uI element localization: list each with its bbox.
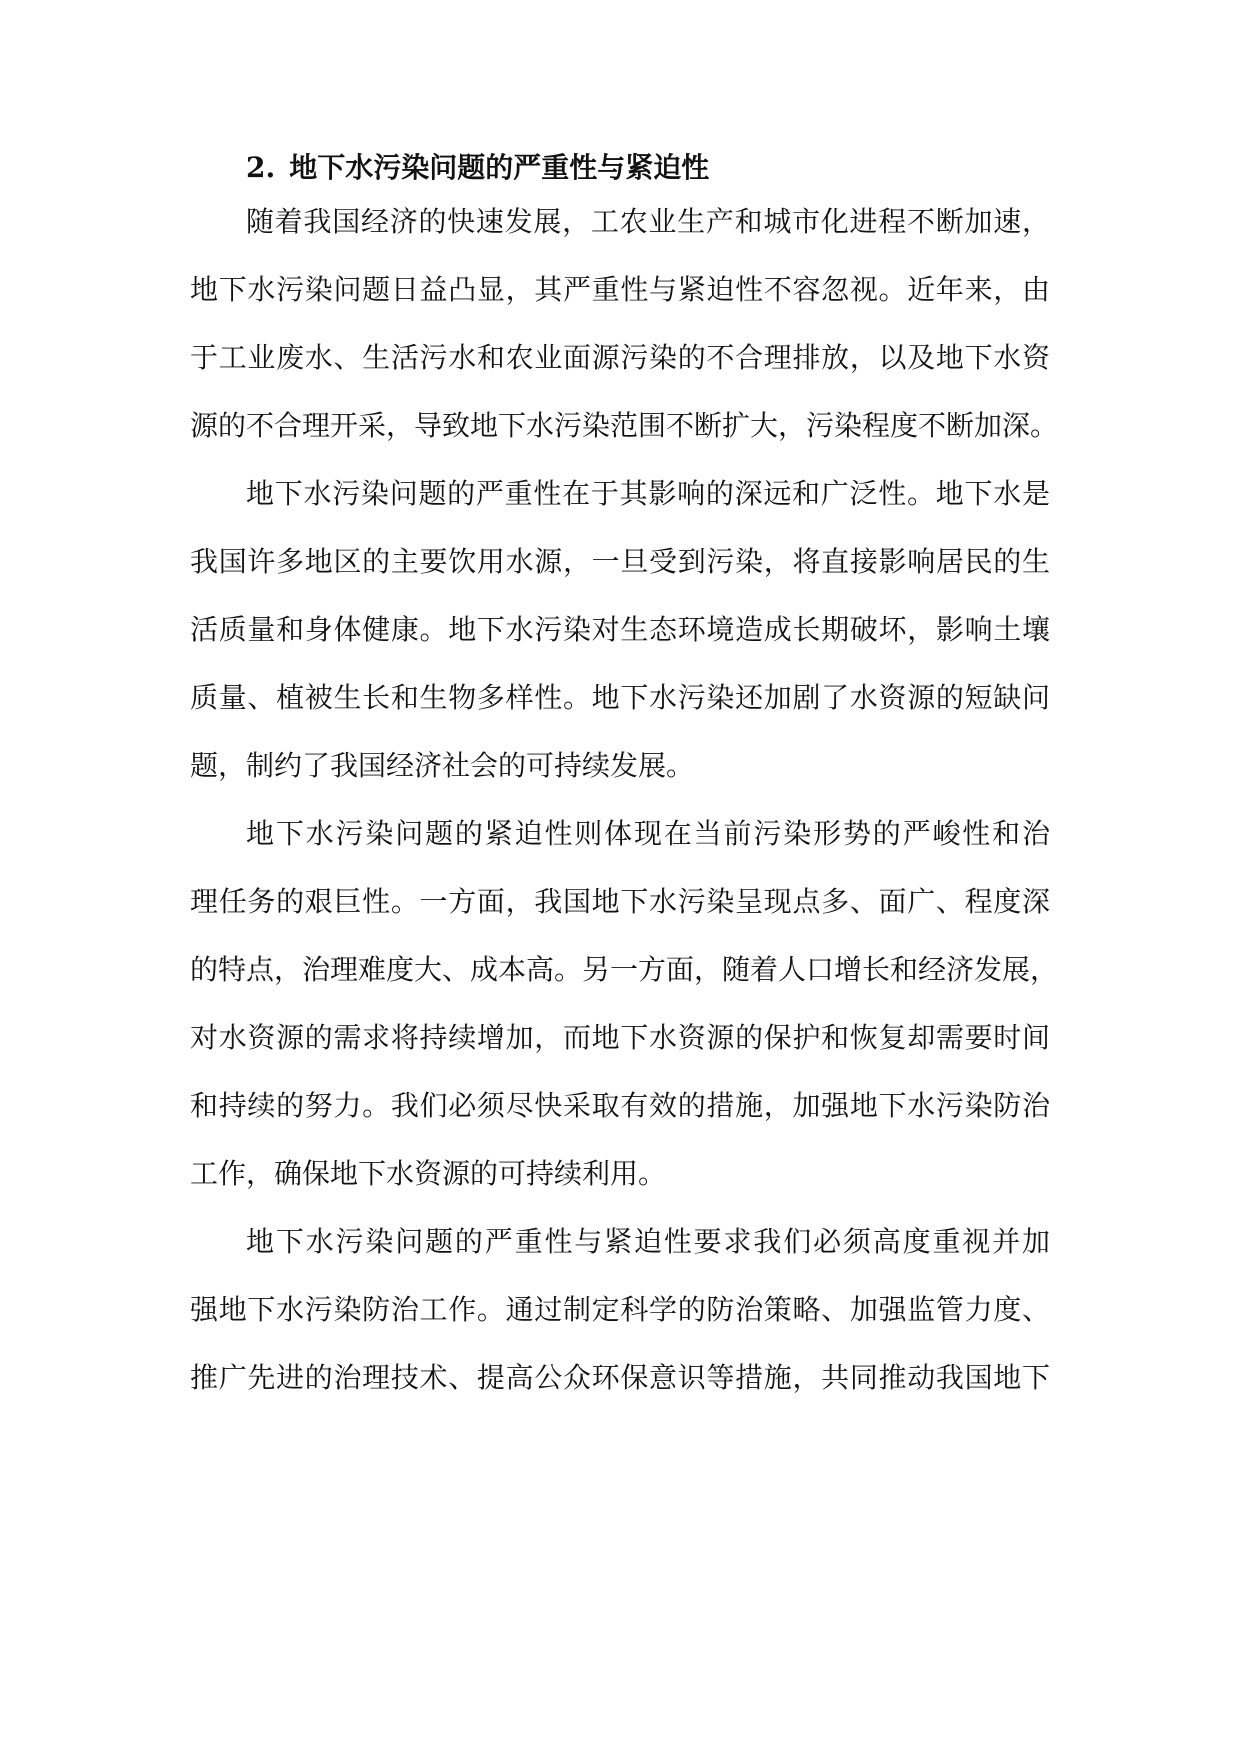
- paragraph-1-line-1: 随着我国经济的快速发展，工农业生产和城市化进程不断加速，: [246, 205, 1050, 238]
- paragraph-1-line-2: 地下水污染问题日益凸显，其严重性与紧迫性不容忽视。近年来，由: [190, 273, 1050, 306]
- section-heading: [246, 148, 709, 188]
- paragraph-3-line-6: 工作，确保地下水资源的可持续利用。: [190, 1157, 667, 1190]
- section-number: 2.: [246, 151, 276, 184]
- paragraph-2-line-4: 质量、植被生长和生物多样性。地下水污染还加剧了水资源的短缺问: [190, 681, 1050, 714]
- paragraph-4-line-2: 强地下水污染防治工作。通过制定科学的防治策略、加强监管力度、: [190, 1293, 1050, 1326]
- section-title: 地下水污染问题的严重性与紧迫性: [289, 151, 710, 184]
- paragraph-3-line-1: 地下水污染问题的紧迫性则体现在当前污染形势的严峻性和治: [246, 817, 1050, 850]
- paragraph-2-line-3: 活质量和身体健康。地下水污染对生态环境造成长期破坏，影响土壤: [190, 613, 1050, 646]
- paragraph-4-line-3: 推广先进的治理技术、提高公众环保意识等措施，共同推动我国地下: [190, 1361, 1050, 1394]
- paragraph-2-line-5: 题，制约了我国经济社会的可持续发展。: [190, 749, 695, 782]
- paragraph-1-line-4: 源的不合理开采，导致地下水污染范围不断扩大，污染程度不断加深。: [190, 409, 1059, 442]
- paragraph-1-line-3: 于工业废水、生活污水和农业面源污染的不合理排放，以及地下水资: [190, 341, 1050, 374]
- paragraph-3-line-3: 的特点，治理难度大、成本高。另一方面，随着人口增长和经济发展，: [190, 953, 1059, 986]
- paragraph-4-line-1: 地下水污染问题的严重性与紧迫性要求我们必须高度重视并加: [246, 1225, 1050, 1258]
- paragraph-3-line-4: 对水资源的需求将持续增加，而地下水资源的保护和恢复却需要时间: [190, 1021, 1050, 1054]
- paragraph-3-line-2: 理任务的艰巨性。一方面，我国地下水污染呈现点多、面广、程度深: [190, 885, 1050, 918]
- paragraph-3-line-5: 和持续的努力。我们必须尽快采取有效的措施，加强地下水污染防治: [190, 1089, 1050, 1122]
- paragraph-2-line-2: 我国许多地区的主要饮用水源，一旦受到污染，将直接影响居民的生: [190, 545, 1050, 578]
- paragraph-2-line-1: 地下水污染问题的严重性在于其影响的深远和广泛性。地下水是: [246, 477, 1050, 510]
